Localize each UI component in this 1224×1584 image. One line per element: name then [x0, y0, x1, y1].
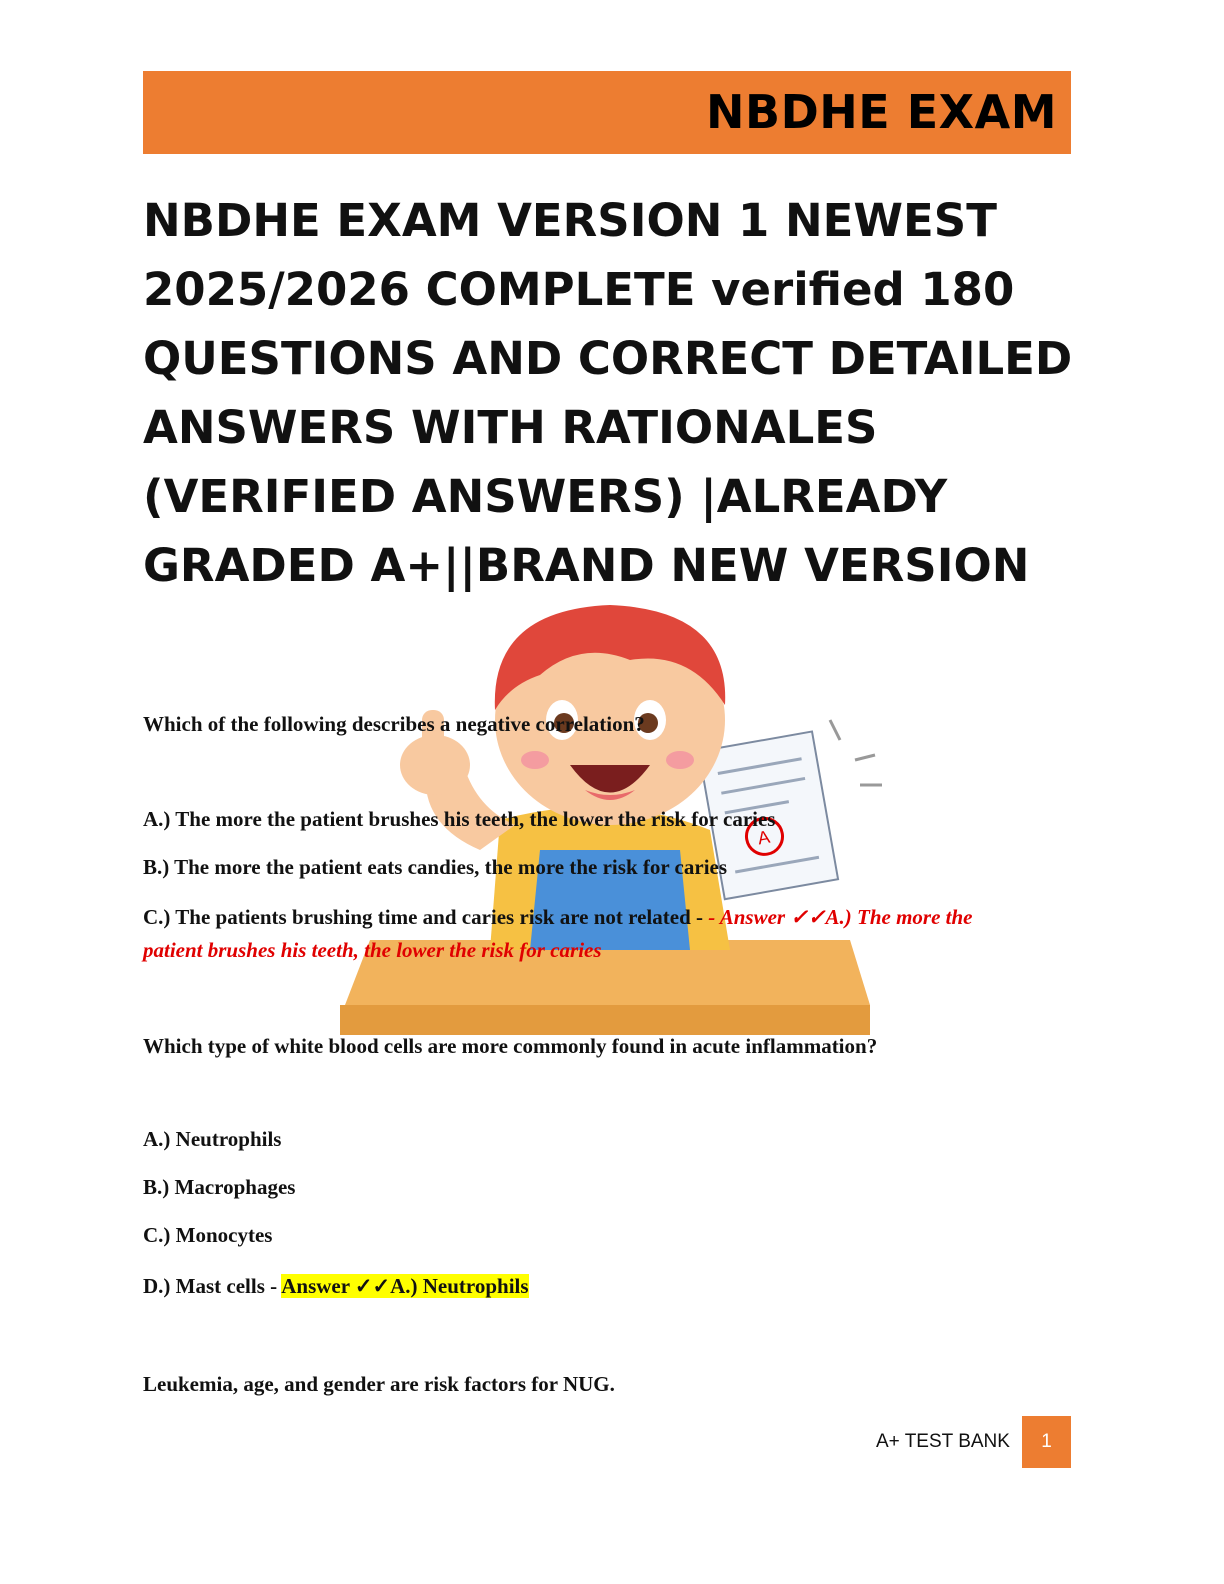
question-1-answer-line-1: - Answer ✓✓A.) The more the	[708, 905, 973, 929]
question-2-option-d-row	[143, 1274, 529, 1299]
question-1-text: Which of the following describes a negative correlation?	[143, 712, 645, 736]
question-2-text: Which type of white blood cells are more commonly found in acute inflammation?	[143, 1034, 878, 1058]
svg-text:A: A	[756, 826, 772, 849]
question-2-option-d: D.) Mast cells -	[143, 1274, 278, 1298]
question-2-option-b: B.) Macrophages	[143, 1175, 296, 1199]
question-2-answer: Answer ✓✓A.) Neutrophils	[281, 1274, 529, 1298]
question-2-option-a: A.) Neutrophils	[143, 1127, 282, 1151]
page-number: 1	[1041, 1431, 1052, 1452]
desk-front	[340, 1005, 870, 1035]
header-title: NBDHE EXAM	[706, 85, 1057, 139]
footer-label: A+ TEST BANK	[876, 1431, 1010, 1452]
question-1-option-c: C.) The patients brushing time and caries risk are not related -	[143, 905, 703, 929]
header-bar	[143, 71, 1071, 154]
question-1-option-c-row	[143, 905, 973, 930]
question-1-answer-line-2: patient brushes his teeth, the lower the risk for caries	[143, 938, 602, 962]
question-2-option-c: C.) Monocytes	[143, 1223, 273, 1247]
question-1-option-a: A.) The more the patient brushes his teeth, the lower the risk for caries	[143, 807, 776, 831]
document-title: NBDHE EXAM VERSION 1 NEWEST 2025/2026 COMPLETE verified 180 QUESTIONS AND CORRECT DETAILED ANSWERS WITH RATIONALES (VERIFIED ANSWERS) |ALREADY GRADED A+||BRAND NEW VERSION	[143, 194, 1073, 592]
question-1-option-b: B.) The more the patient eats candies, the more the risk for caries	[143, 855, 728, 879]
question-3-text: Leukemia, age, and gender are risk factors for NUG.	[143, 1372, 615, 1396]
page-number-box	[1022, 1416, 1071, 1468]
